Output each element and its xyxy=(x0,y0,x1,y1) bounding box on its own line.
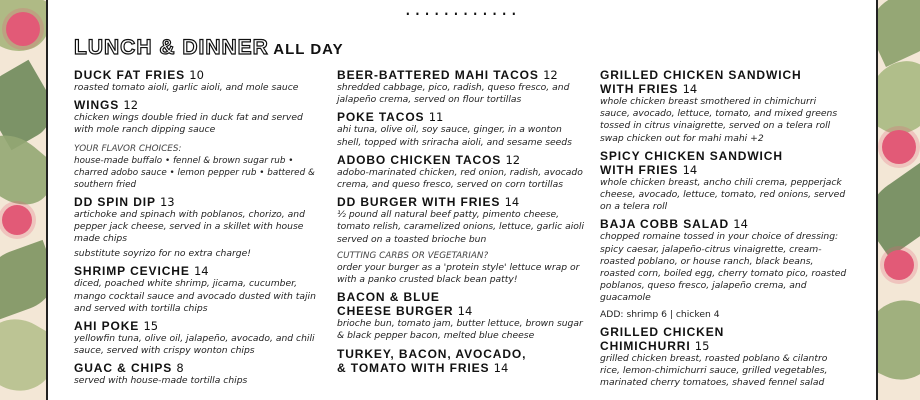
item-title-line2: CHEESE BURGER xyxy=(337,304,454,319)
item-price: 8 xyxy=(176,361,184,376)
item-title: GRILLED CHICKEN xyxy=(600,324,725,339)
menu-item xyxy=(74,319,322,357)
item-title: GUAC & CHIPS xyxy=(74,361,173,376)
item-description: whole chicken breast smothered in chimichurri sauce, avocado, lettuce, tomato, and mixed greens tossed in citrus vinaigrette, served on a telera roll xyxy=(600,96,838,132)
menu-item xyxy=(74,361,322,387)
item-title: BACON & BLUE xyxy=(337,290,440,305)
item-price: 14 xyxy=(682,82,698,96)
item-price: 15 xyxy=(143,319,159,334)
item-description: whole chicken breast, ancho chili crema, pepperjack cheese, avocado, lettuce, tomato, red onions, served on a telera roll xyxy=(600,176,846,213)
item-title: SPICY CHICKEN SANDWICH xyxy=(600,148,783,163)
item-title-line2: CHIMICHURRI xyxy=(600,338,691,353)
item-title: SHRIMP CEVICHE xyxy=(74,264,190,279)
menu-item xyxy=(337,68,585,106)
item-description: yellowfin tuna, olive oil, jalapeño, avocado, and chili sauce, served with crispy wonton chips xyxy=(74,333,315,357)
item-note: substitute soyrizo for no extra charge! xyxy=(74,248,251,260)
item-price: 10 xyxy=(189,68,204,82)
carbs-note: order your burger as a 'protein style' lettuce wrap or with a panko crusted black bean patty! xyxy=(337,261,580,286)
menu-item xyxy=(337,195,585,286)
menu-column-2 xyxy=(337,68,585,379)
item-price: 14 xyxy=(457,304,473,319)
item-addons: ADD: shrimp 6 | chicken 4 xyxy=(600,308,720,320)
menu-column-1 xyxy=(74,68,322,392)
item-title: ADOBO CHICKEN TACOS xyxy=(337,152,502,167)
item-title-line2: & TOMATO WITH FRIES xyxy=(337,360,490,375)
item-title: TURKEY, BACON, AVOCADO, xyxy=(337,346,527,361)
menu-item xyxy=(600,68,848,145)
item-description: served with house-made tortilla chips xyxy=(74,375,248,387)
item-title: AHI POKE xyxy=(74,319,140,334)
item-description: shredded cabbage, pico, radish, queso fresco, and jalapeño crema, served on flour tortillas xyxy=(337,82,570,106)
item-price: 12 xyxy=(123,98,139,113)
section-subtitle: ALL DAY xyxy=(273,41,344,58)
menu-item xyxy=(337,347,585,375)
menu-column-3 xyxy=(600,68,848,393)
menu-item xyxy=(337,290,585,342)
item-price: 12 xyxy=(543,68,558,82)
menu-item xyxy=(337,153,585,191)
item-price: 14 xyxy=(504,195,520,210)
item-price: 12 xyxy=(505,152,521,167)
item-description: artichoke and spinach with poblanos, chorizo, and pepper jack cheese, served in a skillet with house made chips xyxy=(74,208,305,245)
menu-item xyxy=(74,264,322,315)
menu-item xyxy=(74,98,322,190)
item-description: chopped romaine tossed in your choice of dressing: spicy caesar, jalapeño-citrus vinaigrette, cream-roasted poblano, or house ranch, black beans, roasted corn, boiled egg, cherry tomato pico, roasted poblanos, queso fresco, jalapeño crema, and guacamole xyxy=(600,231,847,304)
item-description: brioche bun, tomato jam, butter lettuce, brown sugar & black pepper bacon, melted blue cheese xyxy=(337,318,583,342)
item-description: adobo-marinated chicken, red onion, radish, avocado crema, and queso fresco, served on corn tortillas xyxy=(337,166,583,191)
item-title: DUCK FAT FRIES xyxy=(74,68,186,82)
item-title: POKE TACOS xyxy=(337,110,425,125)
item-description: grilled chicken breast, roasted poblano & cilantro rice, lemon-chimichurri sauce, grilled vegetables, marinated cherry tomatoes, shaved fennel salad xyxy=(600,352,828,389)
item-price: 15 xyxy=(694,338,710,353)
menu-item xyxy=(74,68,322,94)
item-description: ½ pound all natural beef patty, pimento cheese, tomato relish, caramelized onions, lettuce, garlic aioli served on a toasted brioche bun xyxy=(337,209,585,245)
menu-item xyxy=(600,325,848,390)
section-title: LUNCH & DINNER xyxy=(74,36,269,59)
header-dots-divider: ............ xyxy=(403,0,519,19)
menu-item xyxy=(74,195,322,261)
item-title: BEER-BATTERED MAHI TACOS xyxy=(337,68,539,82)
item-price: 14 xyxy=(493,360,509,375)
menu-item xyxy=(337,110,585,148)
item-description: chicken wings double fried in duck fat and served with mole ranch dipping sauce xyxy=(74,112,303,136)
item-price: 14 xyxy=(682,162,698,177)
section-heading xyxy=(74,36,344,60)
item-title-line2: WITH FRIES xyxy=(600,82,679,96)
item-title: DD BURGER WITH FRIES xyxy=(337,195,501,210)
item-title: WINGS xyxy=(74,98,120,113)
item-price: 11 xyxy=(428,110,444,125)
menu-item xyxy=(600,149,848,214)
item-title: BAJA COBB SALAD xyxy=(600,217,730,232)
item-title-line2: WITH FRIES xyxy=(600,162,679,177)
flavor-choices-label: YOUR FLAVOR CHOICES: xyxy=(74,143,182,154)
item-title: DD SPIN DIP xyxy=(74,194,156,209)
flavor-choices-list: house-made buffalo • fennel & brown sugar rub • charred adobo sauce • lemon pepper rub • battered & southern fried xyxy=(74,155,315,190)
item-price: 14 xyxy=(193,264,209,279)
item-title: GRILLED CHICKEN SANDWICH xyxy=(600,68,802,82)
item-price: 13 xyxy=(159,194,175,209)
item-note: swap chicken out for mahi mahi +2 xyxy=(600,132,764,144)
item-description: ahi tuna, olive oil, soy sauce, ginger, in a wonton shell, topped with sriracha aioli, and sesame seeds xyxy=(337,124,572,148)
item-description: diced, poached white shrimp, jicama, cucumber, mango cocktail sauce and avocado dusted with tajin and served with tortilla chips xyxy=(74,278,316,314)
menu-item xyxy=(600,217,848,320)
item-description: roasted tomato aioli, garlic aioli, and mole sauce xyxy=(74,82,299,93)
item-price: 14 xyxy=(733,217,748,232)
carbs-label: CUTTING CARBS OR VEGETARIAN? xyxy=(337,250,489,261)
